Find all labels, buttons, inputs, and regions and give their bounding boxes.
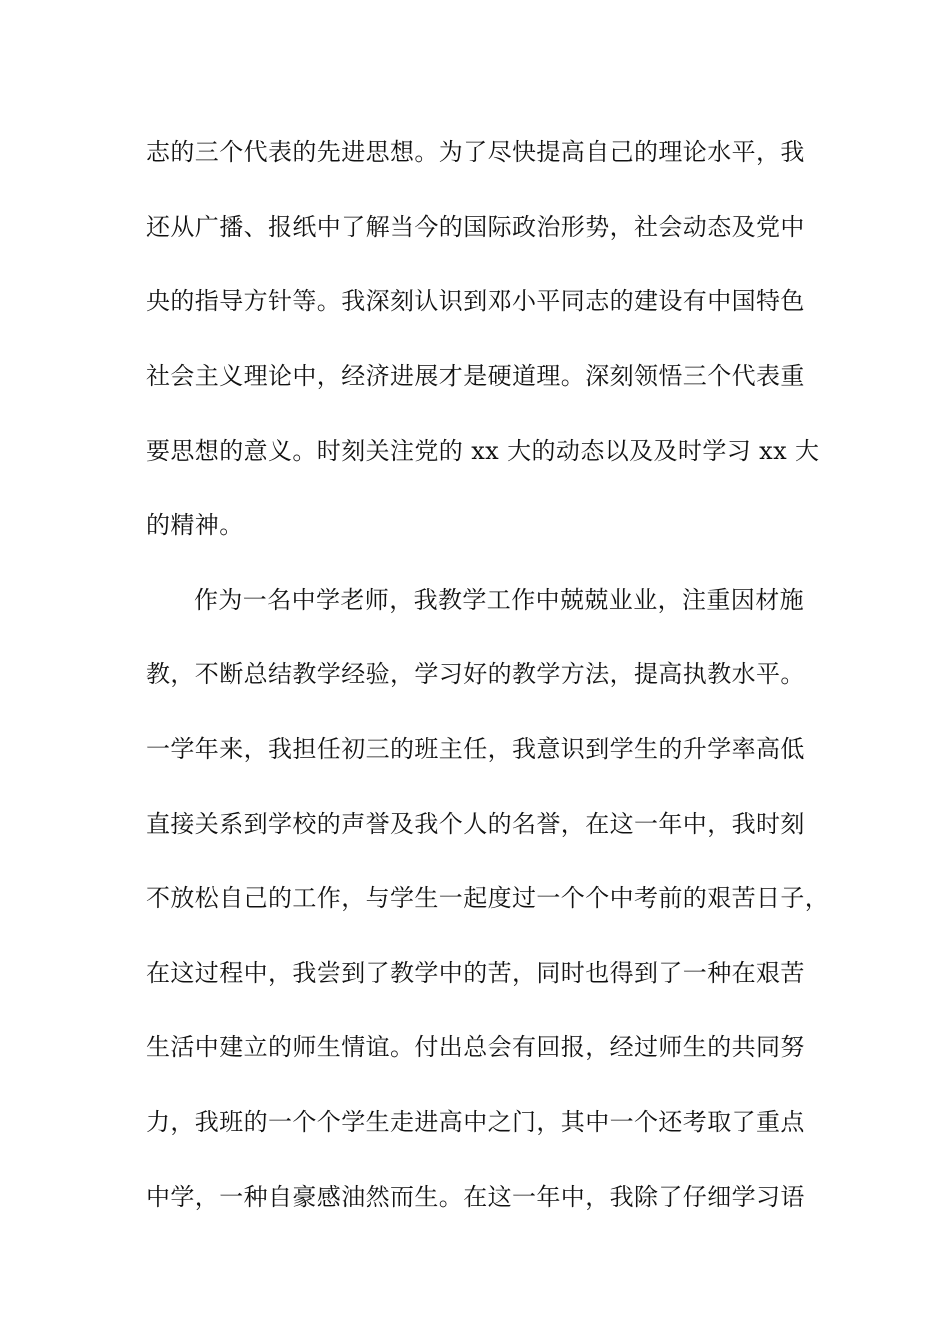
text-line: 生活中建立的师生情谊。付出总会有回报，经过师生的共同努 xyxy=(146,1033,805,1061)
text-line: 一学年来，我担任初三的班主任，我意识到学生的升学率高低 xyxy=(146,735,805,763)
paragraph-first-line: 作为一名中学老师，我教学工作中兢兢业业，注重因材施 xyxy=(194,586,804,614)
text-line: 在这过程中，我尝到了教学中的苦，同时也得到了一种在艰苦 xyxy=(146,959,805,987)
text-line: 直接关系到学校的声誉及我个人的名誉，在这一年中，我时刻 xyxy=(146,810,805,838)
text-line: 社会主义理论中，经济进展才是硬道理。深刻领悟三个代表重 xyxy=(146,362,805,390)
text-line: 中学，一种自豪感油然而生。在这一年中，我除了仔细学习语 xyxy=(146,1183,805,1211)
text-line: 不放松自己的工作，与学生一起度过一个个中考前的艰苦日子， xyxy=(146,884,830,912)
text-line: 力，我班的一个个学生走进高中之门，其中一个还考取了重点 xyxy=(146,1108,805,1136)
text-line: 央的指导方针等。我深刻认识到邓小平同志的建设有中国特色 xyxy=(146,287,805,315)
text-line: 志的三个代表的先进思想。为了尽快提高自己的理论水平，我 xyxy=(146,138,805,166)
text-line: 要思想的意义。时刻关注党的 xx 大的动态以及及时学习 xx 大 xyxy=(146,437,820,465)
text-line: 教，不断总结教学经验，学习好的教学方法，提高执教水平。 xyxy=(146,660,805,688)
text-line: 还从广播、报纸中了解当今的国际政治形势，社会动态及党中 xyxy=(146,213,805,241)
text-line: 的精神。 xyxy=(146,511,244,539)
